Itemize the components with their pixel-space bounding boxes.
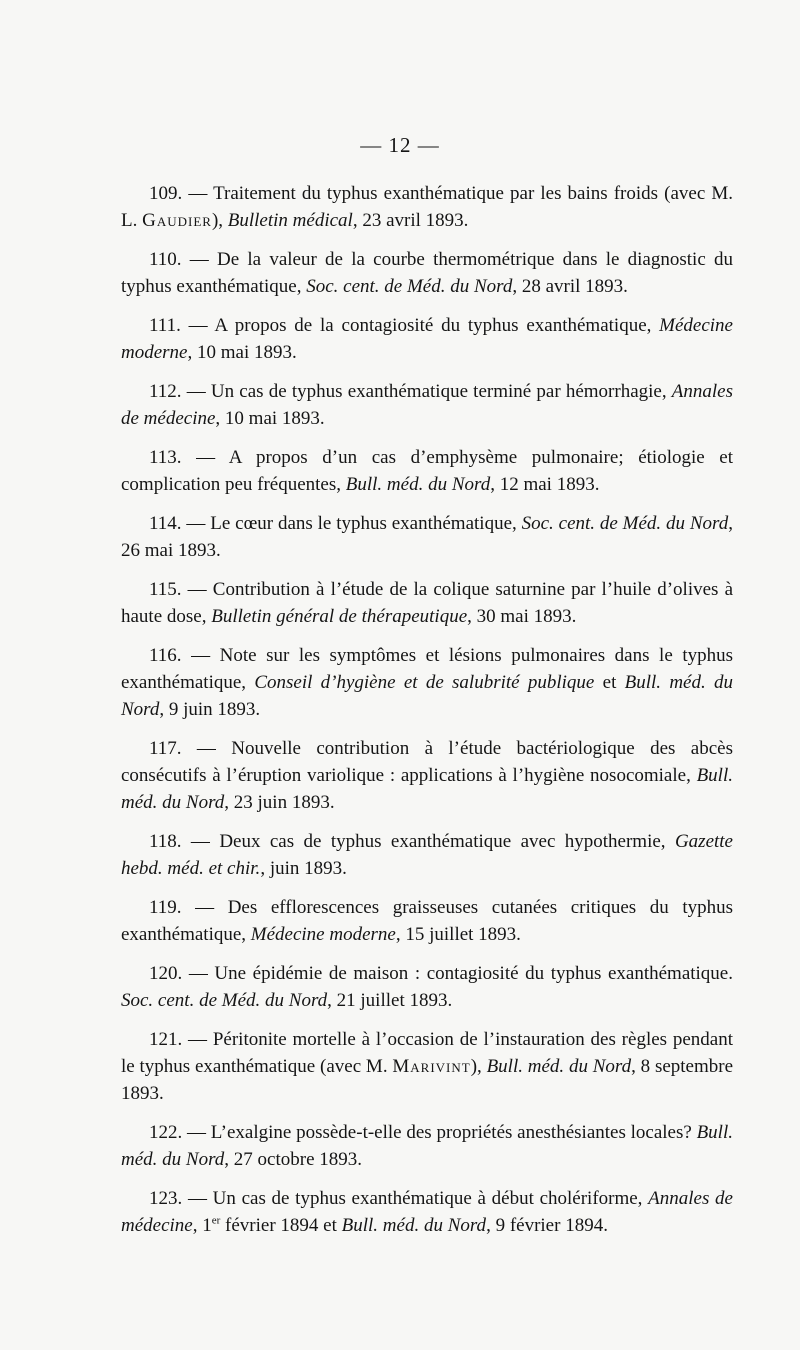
- entry-text: 112. — Un cas de typhus exanthématique terminé par hémorrhagie,: [149, 381, 672, 402]
- entry-text: 117. — Nouvelle contribution à l’étude bactériologique des abcès consécutifs à l’éruption variolique : applications à l’hygiène nosocomiale,: [121, 738, 733, 786]
- entry-text: 119. — Des efflorescences graisseuses cutanées critiques du typhus exanthématique,: [121, 897, 733, 945]
- entry-110: 110. — De la valeur de la courbe thermométrique dans le diagnostic du typhus exanthématique, Soc. cent. de Méd. du Nord, 28 avril 1893.: [121, 249, 733, 297]
- journal-title: Soc. cent. de Méd. du Nord: [121, 990, 328, 1011]
- author-name: Marivint: [392, 1056, 471, 1077]
- journal-title: Bulletin médical: [227, 210, 353, 231]
- entry-122: 122. — L’exalgine possède-t-elle des propriétés anesthésiantes locales? Bull. méd. du Nord, 27 octobre 1893.: [121, 1122, 733, 1170]
- entry-text: 109. — Traitement du typhus exanthématique par les bains froids (avec M. L.: [121, 183, 733, 231]
- entry-text: 116. — Note sur les symptômes et lésions pulmonaires dans le typhus exanthématique,: [121, 645, 733, 693]
- entry-text: 115. — Contribution à l’étude de la colique saturnine par l’huile d’olives à haute dose,: [121, 579, 733, 627]
- entry-text: 111. — A propos de la contagiosité du typhus exanthématique,: [149, 315, 660, 336]
- entry-111: 111. — A propos de la contagiosité du typhus exanthématique, Médecine moderne, 10 mai 1893.: [121, 315, 733, 363]
- journal-title: Gazette hebd. méd. et chir.: [121, 831, 733, 879]
- journal-title: Bull. méd. du Nord: [121, 672, 733, 720]
- journal-title: Soc. cent. de Méd. du Nord: [306, 276, 513, 297]
- entry-113: 113. — A propos d’un cas d’emphysème pulmonaire; étiologie et complication peu fréquentes, Bull. méd. du Nord, 12 mai 1893.: [121, 447, 733, 495]
- journal-title: Médecine moderne: [121, 315, 733, 363]
- entry-109: 109. — Traitement du typhus exanthématique par les bains froids (avec M. L. Gaudier), Bulletin médical, 23 avril 1893.: [121, 183, 733, 231]
- superscript: er: [211, 1214, 221, 1227]
- entry-120: 120. — Une épidémie de maison : contagiosité du typhus exanthématique. Soc. cent. de Méd. du Nord, 21 juillet 1893.: [121, 963, 733, 1011]
- entry-text: 110. — De la valeur de la courbe thermométrique dans le diagnostic du typhus exanthématique,: [121, 249, 733, 297]
- bibliography-list: [121, 180, 733, 1251]
- entry-text: 114. — Le cœur dans le typhus exanthématique,: [149, 513, 522, 534]
- entry-121: 121. — Péritonite mortelle à l’occasion de l’instauration des règles pendant le typhus exanthématique (avec M. Marivint), Bull. méd. du Nord, 8 septembre 1893.: [121, 1029, 734, 1104]
- entry-text: 121. — Péritonite mortelle à l’occasion de l’instauration des règles pendant le typhus exanthématique (avec M.: [121, 1029, 733, 1077]
- entry-text: 122. — L’exalgine possède-t-elle des propriétés anesthésiantes locales?: [149, 1122, 697, 1143]
- journal-title: Médecine moderne: [250, 924, 396, 945]
- entry-123: 123. — Un cas de typhus exanthématique à début cholériforme, Annales de médecine, 1er février 1894 et Bull. méd. du Nord, 9 février 1894.: [121, 1188, 733, 1236]
- journal-title: Bull. méd. du Nord: [121, 765, 733, 813]
- journal-title: Bull. méd. du Nord: [341, 1215, 487, 1236]
- journal-title: Soc. cent. de Méd. du Nord: [521, 513, 729, 534]
- entry-text: 120. — Une épidémie de maison : contagiosité du typhus exanthématique.: [149, 963, 733, 984]
- journal-title: Bull. méd. du Nord: [486, 1056, 632, 1077]
- journal-title: Annales de médecine: [121, 1188, 733, 1236]
- entry-116: 116. — Note sur les symptômes et lésions pulmonaires dans le typhus exanthématique, Conseil d’hygiène et de salubrité publique et Bull. méd. du Nord, 9 juin 1893.: [121, 645, 733, 720]
- entry-text: 113. — A propos d’un cas d’emphysème pulmonaire; étiologie et complication peu fréquentes,: [121, 447, 733, 495]
- page-number: — 12 —: [360, 133, 440, 157]
- journal-title: Bull. méd. du Nord: [121, 1122, 733, 1170]
- author-name: Gaudier: [142, 210, 212, 231]
- entry-118: 118. — Deux cas de typhus exanthématique avec hypothermie, Gazette hebd. méd. et chir., juin 1893.: [121, 831, 733, 879]
- entry-114: 114. — Le cœur dans le typhus exanthématique, Soc. cent. de Méd. du Nord, 26 mai 1893.: [121, 513, 733, 561]
- entry-text: 118. — Deux cas de typhus exanthématique avec hypothermie,: [149, 831, 675, 852]
- entry-112: 112. — Un cas de typhus exanthématique terminé par hémorrhagie, Annales de médecine, 10 mai 1893.: [121, 381, 733, 429]
- journal-title: Bull. méd. du Nord: [345, 474, 491, 495]
- entry-117: 117. — Nouvelle contribution à l’étude bactériologique des abcès consécutifs à l’éruption variolique : applications à l’hygiène nosocomiale, Bull. méd. du Nord, 23 juin 1893.: [121, 738, 733, 813]
- journal-title: Conseil d’hygiène et de salubrité publique: [254, 672, 595, 693]
- journal-title: Annales de médecine: [121, 381, 733, 429]
- journal-title: Bulletin général de thérapeutique: [211, 606, 468, 627]
- entry-text: 123. — Un cas de typhus exanthématique à début cholériforme,: [149, 1188, 649, 1209]
- entry-115: 115. — Contribution à l’étude de la colique saturnine par l’huile d’olives à haute dose, Bulletin général de thérapeutique, 30 mai 1893.: [121, 579, 733, 627]
- entry-119: 119. — Des efflorescences graisseuses cutanées critiques du typhus exanthématique, Médecine moderne, 15 juillet 1893.: [121, 897, 733, 945]
